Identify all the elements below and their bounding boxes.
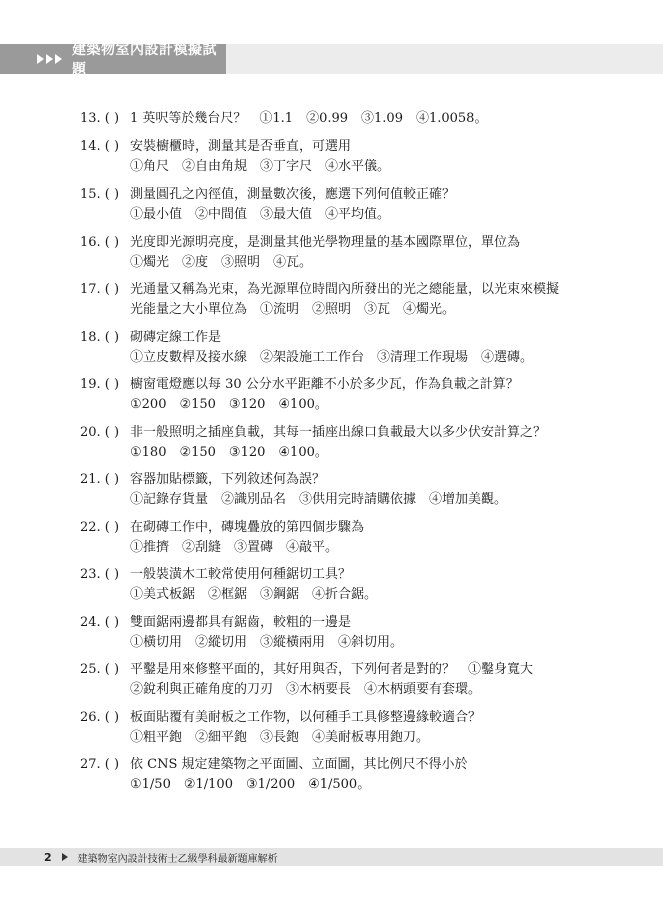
question-text: 測量圓孔之內徑值，測量數次後，應選下列何值較正確？ [130,187,456,202]
question-text: 板面貼覆有美耐板之工作物，以何種手工具修整邊緣較適合？ [130,710,482,725]
question-text: 光度即光源明亮度，是測量其他光學物理量的基本國際單位，單位為 [130,235,521,250]
question-text: 1 英呎等於幾台尺？ ①1.1 ②0.99 ③1.09 ④1.0058。 [130,111,488,126]
question-number: 26. ( ) [80,710,120,725]
question-number: 19. ( ) [80,377,120,392]
question-number: 24. ( ) [80,615,120,630]
question-number: 15. ( ) [80,187,120,202]
question-text: 安裝櫥櫃時，測量其是否垂直，可選用 [130,139,352,154]
question-options: ①記錄存貨量 ②識別品名 ③供用完時請購依據 ④增加美觀。 [130,492,508,507]
question-number: 17. ( ) [80,282,120,297]
header-tab [0,42,226,78]
question-text: 容器加貼標籤，下列敘述何為誤？ [130,472,326,487]
question-number: 22. ( ) [80,520,120,535]
question-text: 光通量又稱為光束，為光源單位時間內所發出的光之總能量，以光束來模擬 [130,282,560,297]
question-text: 平鑿是用來修整平面的，其好用與否，下列何者是對的？ ①鑿身寬大 [130,662,534,677]
question-options: ①燭光 ②度 ③照明 ④瓦。 [130,255,313,270]
question-options: ①粗平鉋 ②細平鉋 ③長鉋 ④美耐板專用鉋刀。 [130,730,430,745]
question-options: ①推擠 ②刮縫 ③置磚 ④敲平。 [130,540,339,555]
footer-book-title: 建築物室內設計技術士乙級學科最新題庫解析 [77,853,278,865]
question-number: 16. ( ) [80,235,120,250]
question-number: 25. ( ) [80,662,120,677]
question-text: 一般裝潢木工較常使用何種鋸切工具？ [130,567,352,582]
question-text: 砌磚定線工作是 [130,330,222,345]
question-text: 依 CNS 規定建築物之平面圖、立面圖，其比例尺不得小於 [130,757,468,772]
question-options: ①最小值 ②中間值 ③最大值 ④平均值。 [130,207,391,222]
question-options: ②銳利與正確角度的刀刃 ③木柄要長 ④木柄頭要有套環。 [130,682,482,697]
question-options: ①180 ②150 ③120 ④100。 [130,445,328,460]
question-text: 在砌磚工作中，磚塊疊放的第四個步驟為 [130,520,365,535]
question-text: 非一般照明之插座負載，其每一插座出線口負載最大以多少伏安計算之？ [130,425,547,440]
question-options: ①1/50 ②1/100 ③1/200 ④1/500。 [130,777,371,792]
question-options: ①美式板鋸 ②框鋸 ③鋼鋸 ④折合鋸。 [130,587,378,602]
question-text: 雙面鋸兩邊都具有鋸齒，較粗的一邊是 [130,615,352,630]
footer-band [0,848,663,866]
question-number: 27. ( ) [80,757,120,772]
question-number: 21. ( ) [80,472,120,487]
question-options: 光能量之大小單位為 ①流明 ②照明 ③瓦 ④燭光。 [130,302,456,317]
question-options: ①橫切用 ②縱切用 ③縱橫兩用 ④斜切用。 [130,635,404,650]
question-number: 13. ( ) [80,111,120,126]
header-title: 建築物室內設計模擬試題 [72,42,217,78]
question-number: 18. ( ) [80,330,120,345]
question-number: 23. ( ) [80,567,120,582]
question-options: ①立皮數桿及接水線 ②架設施工工作台 ③清理工作現場 ④選磚。 [130,350,534,365]
question-number: 14. ( ) [80,139,120,154]
question-options: ①角尺 ②自由角規 ③丁字尺 ④水平儀。 [130,159,391,174]
question-number: 20. ( ) [80,425,120,440]
question-options: ①200 ②150 ③120 ④100。 [130,397,328,412]
triple-chevron-icon [37,54,64,64]
question-text: 櫥窗電燈應以每 30 公分水平距離不小於多少瓦，作為負載之計算？ [130,377,519,392]
chevron-right-icon [62,853,68,861]
page-number: 2 [44,850,52,864]
